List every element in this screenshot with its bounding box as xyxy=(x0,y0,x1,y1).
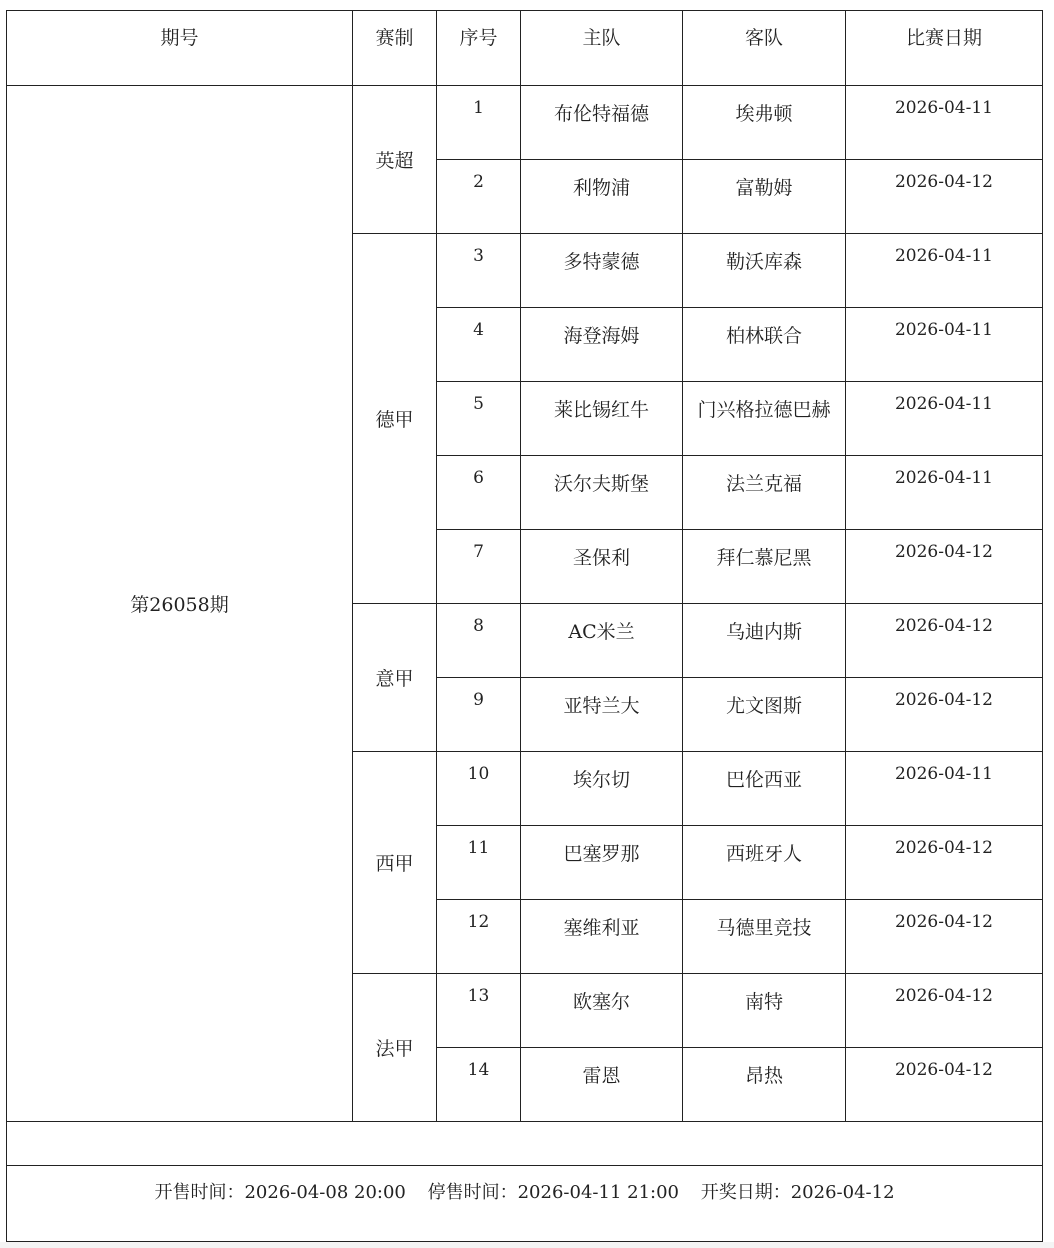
match-number: 2 xyxy=(437,160,521,234)
home-team: 欧塞尔 xyxy=(521,974,683,1048)
sale-stop-time: 停售时间：2026-04-11 21:00 xyxy=(427,1182,679,1203)
home-team: 亚特兰大 xyxy=(521,678,683,752)
match-date: 2026-04-12 xyxy=(846,604,1043,678)
match-number: 14 xyxy=(437,1048,521,1122)
away-team: 富勒姆 xyxy=(683,160,846,234)
home-team: 圣保利 xyxy=(521,530,683,604)
sale-start-time: 开售时间：2026-04-08 20:00 xyxy=(154,1182,406,1203)
home-team: 埃尔切 xyxy=(521,752,683,826)
away-team: 法兰克福 xyxy=(683,456,846,530)
spacer-cell xyxy=(7,1122,1043,1166)
match-row xyxy=(7,86,1043,160)
match-date: 2026-04-11 xyxy=(846,86,1043,160)
away-team: 尤文图斯 xyxy=(683,678,846,752)
away-team: 巴伦西亚 xyxy=(683,752,846,826)
away-team: 勒沃库森 xyxy=(683,234,846,308)
header-period: 期号 xyxy=(7,11,353,86)
match-date: 2026-04-11 xyxy=(846,308,1043,382)
away-team: 柏林联合 xyxy=(683,308,846,382)
match-date: 2026-04-12 xyxy=(846,678,1043,752)
away-team: 西班牙人 xyxy=(683,826,846,900)
period-cell: 第26058期 xyxy=(7,86,353,1122)
draw-date: 开奖日期：2026-04-12 xyxy=(700,1182,895,1203)
home-team: 海登海姆 xyxy=(521,308,683,382)
header-away: 客队 xyxy=(683,11,846,86)
away-team: 南特 xyxy=(683,974,846,1048)
away-team: 埃弗顿 xyxy=(683,86,846,160)
league-cell: 意甲 xyxy=(353,604,437,752)
home-team: 布伦特福德 xyxy=(521,86,683,160)
match-number: 10 xyxy=(437,752,521,826)
header-number: 序号 xyxy=(437,11,521,86)
match-date: 2026-04-11 xyxy=(846,456,1043,530)
league-cell: 英超 xyxy=(353,86,437,234)
away-team: 昂热 xyxy=(683,1048,846,1122)
home-team: 莱比锡红牛 xyxy=(521,382,683,456)
home-team: 塞维利亚 xyxy=(521,900,683,974)
spacer-row xyxy=(7,1122,1043,1166)
match-date: 2026-04-12 xyxy=(846,530,1043,604)
match-date: 2026-04-11 xyxy=(846,752,1043,826)
header-league: 赛制 xyxy=(353,11,437,86)
home-team: 巴塞罗那 xyxy=(521,826,683,900)
match-date: 2026-04-11 xyxy=(846,382,1043,456)
header-date: 比赛日期 xyxy=(846,11,1043,86)
away-team: 乌迪内斯 xyxy=(683,604,846,678)
home-team: AC米兰 xyxy=(521,604,683,678)
match-number: 11 xyxy=(437,826,521,900)
away-team: 拜仁慕尼黑 xyxy=(683,530,846,604)
match-date: 2026-04-12 xyxy=(846,160,1043,234)
match-number: 8 xyxy=(437,604,521,678)
footer-row xyxy=(7,1166,1043,1242)
header-home: 主队 xyxy=(521,11,683,86)
away-team: 门兴格拉德巴赫 xyxy=(683,382,846,456)
home-team: 雷恩 xyxy=(521,1048,683,1122)
schedule-body xyxy=(7,86,1043,1242)
home-team: 沃尔夫斯堡 xyxy=(521,456,683,530)
match-number: 3 xyxy=(437,234,521,308)
match-number: 9 xyxy=(437,678,521,752)
match-date: 2026-04-12 xyxy=(846,974,1043,1048)
home-team: 多特蒙德 xyxy=(521,234,683,308)
match-number: 12 xyxy=(437,900,521,974)
away-team: 马德里竞技 xyxy=(683,900,846,974)
match-date: 2026-04-11 xyxy=(846,234,1043,308)
match-number: 13 xyxy=(437,974,521,1048)
match-schedule-table xyxy=(6,10,1043,1242)
footer-cell xyxy=(7,1166,1043,1242)
header-row xyxy=(7,11,1043,86)
match-number: 5 xyxy=(437,382,521,456)
match-date: 2026-04-12 xyxy=(846,826,1043,900)
match-date: 2026-04-12 xyxy=(846,900,1043,974)
match-date: 2026-04-12 xyxy=(846,1048,1043,1122)
match-number: 4 xyxy=(437,308,521,382)
league-cell: 法甲 xyxy=(353,974,437,1122)
match-number: 6 xyxy=(437,456,521,530)
match-number: 7 xyxy=(437,530,521,604)
league-cell: 德甲 xyxy=(353,234,437,604)
match-number: 1 xyxy=(437,86,521,160)
league-cell: 西甲 xyxy=(353,752,437,974)
home-team: 利物浦 xyxy=(521,160,683,234)
